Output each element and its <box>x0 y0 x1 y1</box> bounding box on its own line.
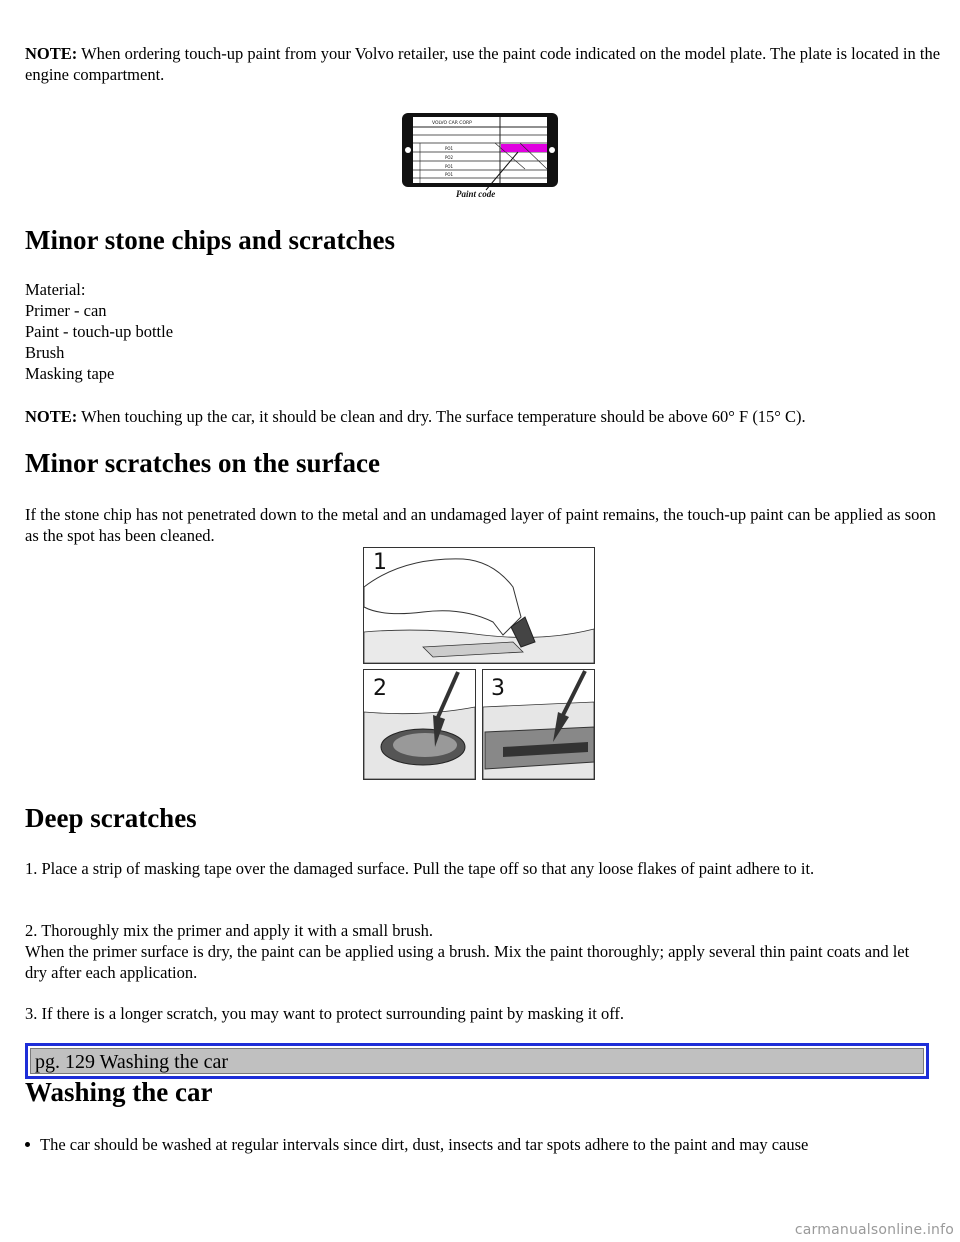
site-watermark: carmanualsonline.info <box>794 1222 954 1238</box>
note-text: When ordering touch-up paint from your Volvo retailer, use the paint code indicated on the model plate. The plate is located in the engine compartment. <box>25 44 941 84</box>
deep-step-3: 3. If there is a longer scratch, you may want to protect surrounding paint by masking it off. <box>25 1004 625 1023</box>
materials-list <box>25 279 173 384</box>
heading-minor-stone-chips: Minor stone chips and scratches <box>25 225 396 255</box>
page-banner-label: pg. 129 Washing the car <box>30 1048 924 1074</box>
plate-row-2: PO2 <box>445 155 454 160</box>
note-paint-code <box>25 43 940 85</box>
repair-steps-illustration <box>363 547 596 780</box>
deep-step-1: 1. Place a strip of masking tape over the damaged surface. Pull the tape off so that any loose flakes of paint adhere to it. <box>25 859 815 878</box>
material-item: Paint - touch-up bottle <box>25 322 174 341</box>
heading-minor-scratches: Minor scratches on the surface <box>25 448 380 478</box>
heading-deep-scratches: Deep scratches <box>25 803 197 833</box>
bullet-icon <box>25 1142 30 1147</box>
material-item: Brush <box>25 343 65 362</box>
paint-code-caption: Paint code <box>456 189 496 199</box>
list-item-text: The car should be washed at regular intervals since dirt, dust, insects and tar spots adhere to the paint and may cause <box>40 1135 809 1154</box>
material-item: Masking tape <box>25 364 115 383</box>
model-plate-illustration <box>400 111 560 201</box>
note-touch-up <box>25 406 940 427</box>
page-banner <box>25 1043 929 1079</box>
repair-steps-figure <box>363 547 596 780</box>
plate-row-4: PO1 <box>445 172 454 177</box>
list-item <box>25 1134 937 1155</box>
deep-step-2: 2. Thoroughly mix the primer and apply it with a small brush. <box>25 921 434 940</box>
note-text: When touching up the car, it should be clean and dry. The surface temperature should be above 60° F (15° C). <box>77 407 806 426</box>
material-item: Primer - can <box>25 301 107 320</box>
materials-label: Material: <box>25 280 86 299</box>
plate-header: VOLVO CAR CORP <box>432 121 472 126</box>
panel-label-3: 3 <box>491 676 505 701</box>
heading-washing-the-car: Washing the car <box>25 1077 213 1107</box>
panel-label-2: 2 <box>373 676 387 701</box>
washing-list <box>25 1134 937 1155</box>
model-plate-figure <box>400 111 560 201</box>
deep-step-2-detail: When the primer surface is dry, the paint can be applied using a brush. Mix the paint thoroughly; apply several thin paint coats and let dry after each application. <box>25 942 910 982</box>
plate-row-1: PO1 <box>445 146 454 151</box>
note-label: NOTE: <box>25 44 78 63</box>
plate-row-3: PO1 <box>445 164 454 169</box>
panel-label-1: 1 <box>373 550 387 575</box>
minor-scratches-body: If the stone chip has not penetrated down to the metal and an undamaged layer of paint remains, the touch-up paint can be applied as soon as the spot has been cleaned. <box>25 505 936 545</box>
note-label: NOTE: <box>25 407 78 426</box>
